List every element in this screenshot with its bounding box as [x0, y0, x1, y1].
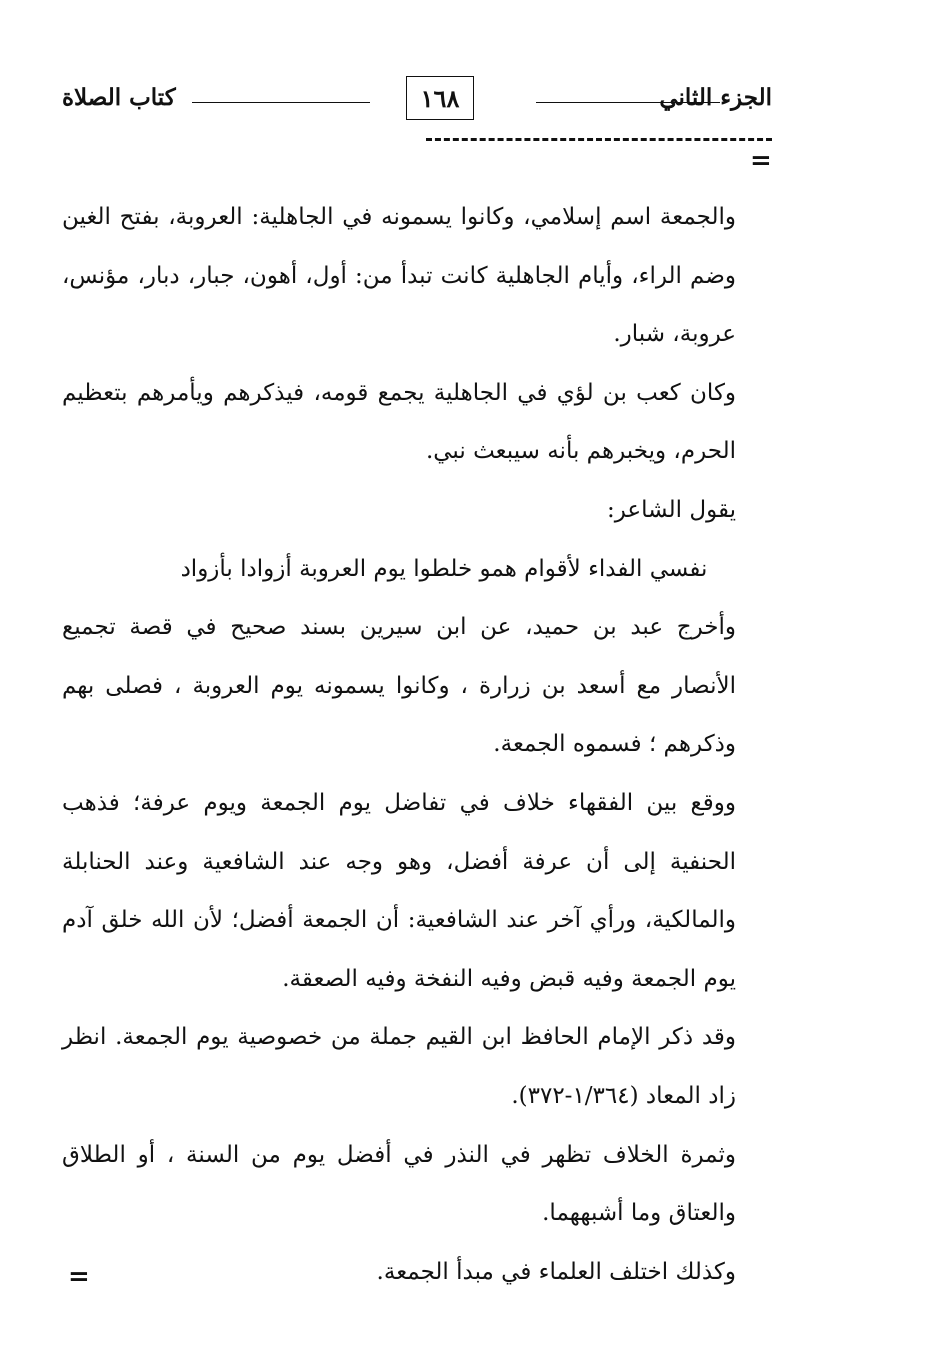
page-number-box	[406, 76, 474, 120]
book-title: كتاب الصلاة	[62, 84, 176, 111]
page-header	[62, 76, 774, 124]
header-rule-right	[536, 102, 720, 103]
paragraph-3: يقول الشاعر:	[606, 496, 736, 523]
paragraph-6: وقد ذكر الإمام الحافظ ابن القيم جملة من خصوصية يوم الجمعة. انظر زاد المعاد (١/٣٦٤-٣٧٢).	[62, 1024, 736, 1109]
header-rule-left	[192, 102, 370, 103]
paragraph-2: وكان كعب بن لؤي في الجاهلية يجمع قومه، فيذكرهم ويأمرهم بتعظيم الحرم، ويخبرهم بأنه سيبعث نبي.	[62, 379, 736, 465]
paragraph-1: والجمعة اسم إسلامي، وكانوا يسمونه في الجاهلية: العروبة، بفتح الغين وضم الراء، وأيام الجاهلية كانت تبدأ من: أول، أهون، جبار، دبار، مؤنس، عروبة، شبار.	[62, 204, 736, 348]
volume-label: الجزء الثاني	[659, 84, 772, 111]
continuation-dashed-rule	[426, 138, 772, 141]
paragraph-8: وكذلك اختلف العلماء في مبدأ الجمعة.	[376, 1258, 736, 1285]
paragraph-4: وأخرج عبد بن حميد، عن ابن سيرين بسند صحيح في قصة تجميع الأنصار مع أسعد بن زرارة ، وكانوا يسمونه يوم العروبة ، فصلى بهم وذكرهم ؛ فسموه الجمعة.	[62, 614, 736, 758]
paragraph-5: ووقع بين الفقهاء خلاف في تفاضل يوم الجمعة ويوم عرفة؛ فذهب الحنفية إلى أن عرفة أفضل، وهو وجه عند الشافعية وعند الحنابلة والمالكية، ورأي آخر عند الشافعية: أن الجمعة أفضل؛ لأن الله خلق آدم يوم الجمعة وفيه قبض وفيه النفخة وفيه الصعقة.	[62, 789, 736, 992]
paragraph-7: وثمرة الخلاف تظهر في النذر في أفضل يوم من السنة ، أو الطلاق والعتاق وما أشبههما.	[62, 1141, 736, 1227]
poem-verse: نفسي الفداء لأقوام همو خلطوا يوم العروبة أزوادا بأزواد	[180, 555, 708, 582]
main-text	[62, 188, 736, 1301]
page-number: ١٦٨	[420, 83, 460, 113]
continuation-mark-bottom: =	[68, 1262, 90, 1292]
continuation-mark-top: =	[750, 146, 772, 176]
